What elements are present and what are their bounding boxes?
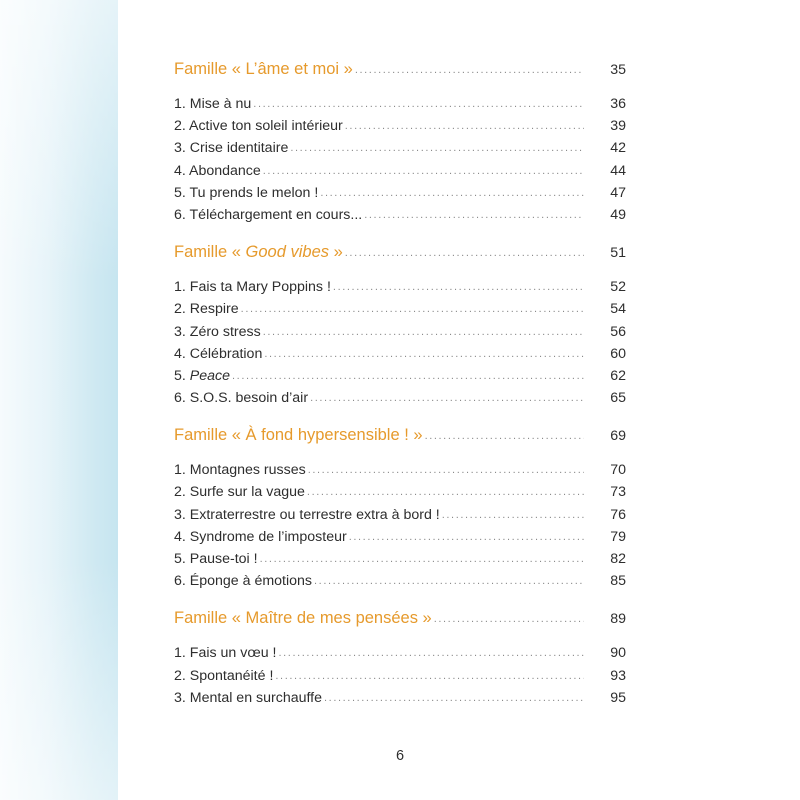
page-number: 6	[395, 748, 405, 764]
entry-page-number: 70	[610, 462, 626, 479]
toc-entry[interactable]	[174, 529, 626, 551]
entry-title: 4. Célébration	[174, 345, 263, 362]
entry-page-number: 73	[610, 484, 626, 501]
section-title: Famille « Maître de mes pensées »	[174, 609, 432, 628]
entry-page-number: 76	[610, 506, 626, 523]
dot-leader	[314, 575, 584, 587]
entry-title: 5. Tu prends le melon !	[174, 184, 319, 201]
entry-page-number: 54	[610, 301, 626, 318]
entry-page-number: 36	[610, 96, 626, 112]
dot-leader	[324, 692, 584, 704]
toc-entry[interactable]	[174, 163, 626, 185]
dot-leader	[263, 326, 584, 338]
dot-leader	[349, 531, 584, 543]
entry-page-number: 49	[610, 206, 626, 223]
section-title: Famille « À fond hypersensible ! »	[174, 426, 423, 445]
dot-leader	[345, 120, 584, 132]
dot-leader	[320, 187, 584, 199]
section-heading[interactable]	[174, 60, 626, 88]
entry-page-number: 60	[610, 345, 626, 362]
toc-entry[interactable]	[174, 484, 626, 506]
dot-leader	[241, 303, 584, 315]
entry-title: 6. Éponge à émotions	[174, 573, 313, 590]
dot-leader	[279, 647, 585, 659]
toc-entry[interactable]	[174, 462, 626, 484]
dot-leader	[310, 392, 584, 404]
dot-leader	[425, 430, 584, 442]
entry-page-number: 79	[610, 528, 626, 545]
dot-leader	[434, 613, 584, 625]
toc-section-ame-et-moi	[174, 60, 626, 229]
section-page-number: 35	[610, 62, 626, 78]
side-gradient-shade	[0, 0, 118, 800]
dot-leader	[253, 98, 584, 110]
section-heading[interactable]	[174, 243, 626, 271]
section-heading[interactable]	[174, 609, 626, 637]
toc-section-good-vibes	[174, 243, 626, 412]
entry-title: 2. Surfe sur la vague	[174, 484, 305, 501]
entry-title: 2. Respire	[174, 301, 239, 318]
entry-page-number: 62	[610, 367, 626, 384]
entry-title: 5. Peace	[174, 367, 231, 384]
toc-section-hypersensible	[174, 426, 626, 595]
dot-leader	[333, 281, 584, 293]
entry-page-number: 85	[610, 573, 626, 590]
section-title: Famille « Good vibes »	[174, 243, 343, 262]
toc-entry[interactable]	[174, 390, 626, 412]
entry-title: 3. Crise identitaire	[174, 140, 289, 157]
toc-entry[interactable]	[174, 368, 626, 390]
section-heading[interactable]	[174, 426, 626, 454]
dot-leader	[275, 670, 584, 682]
toc-entry[interactable]	[174, 645, 626, 667]
dot-leader	[307, 486, 584, 498]
entry-title: 2. Active ton soleil intérieur	[174, 118, 343, 135]
entry-page-number: 82	[610, 551, 626, 567]
dot-leader	[232, 370, 584, 382]
entry-page-number: 95	[610, 689, 626, 706]
section-title: Famille « L’âme et moi »	[174, 60, 353, 78]
dot-leader	[364, 209, 584, 221]
toc-entry[interactable]	[174, 301, 626, 323]
entry-title: 1. Fais ta Mary Poppins !	[174, 279, 331, 296]
entry-title: 5. Pause-toi !	[174, 551, 258, 567]
entry-title: 4. Abondance	[174, 162, 261, 179]
entry-title: 1. Montagnes russes	[174, 462, 306, 479]
toc-entry[interactable]	[174, 573, 626, 595]
entry-page-number: 56	[610, 323, 626, 340]
entry-title: 2. Spontanéité !	[174, 667, 274, 684]
toc-entry[interactable]	[174, 185, 626, 207]
dot-leader	[263, 165, 584, 177]
entry-title: 1. Mise à nu	[174, 96, 252, 112]
entry-page-number: 52	[610, 279, 626, 296]
section-page-number: 51	[610, 245, 626, 262]
toc-entry[interactable]	[174, 551, 626, 573]
entry-page-number: 42	[610, 140, 626, 157]
dot-leader	[308, 464, 584, 476]
toc-entry[interactable]	[174, 140, 626, 162]
section-page-number: 89	[610, 611, 626, 628]
section-page-number: 69	[610, 428, 626, 445]
entry-title: 3. Extraterrestre ou terrestre extra à bord !	[174, 506, 440, 523]
dot-leader	[442, 509, 584, 521]
entry-page-number: 39	[610, 118, 626, 135]
entry-title: 4. Syndrome de l’imposteur	[174, 528, 347, 545]
toc-entry[interactable]	[174, 207, 626, 229]
entry-page-number: 90	[610, 645, 626, 662]
entry-page-number: 93	[610, 667, 626, 684]
entry-title: 6. Téléchargement en cours...	[174, 206, 363, 223]
dot-leader	[260, 553, 584, 565]
entry-title: 3. Mental en surchauffe	[174, 689, 323, 706]
toc-entry[interactable]	[174, 346, 626, 368]
toc-entry[interactable]	[174, 324, 626, 346]
dot-leader	[264, 348, 584, 360]
toc-entry[interactable]	[174, 279, 626, 301]
entry-page-number: 65	[610, 390, 626, 407]
dot-leader	[290, 142, 584, 154]
entry-page-number: 47	[610, 184, 626, 201]
toc-entry[interactable]	[174, 668, 626, 690]
entry-page-number: 44	[610, 162, 626, 179]
dot-leader	[355, 64, 584, 76]
table-of-contents	[174, 60, 626, 712]
toc-entry[interactable]	[174, 96, 626, 118]
toc-entry[interactable]	[174, 118, 626, 140]
dot-leader	[345, 247, 584, 259]
toc-entry[interactable]	[174, 690, 626, 712]
toc-section-maitre-de-mes-pensees	[174, 609, 626, 712]
toc-entry[interactable]	[174, 507, 626, 529]
entry-title: 1. Fais un vœu !	[174, 645, 277, 662]
entry-title: 6. S.O.S. besoin d’air	[174, 390, 309, 407]
entry-title: 3. Zéro stress	[174, 323, 261, 340]
